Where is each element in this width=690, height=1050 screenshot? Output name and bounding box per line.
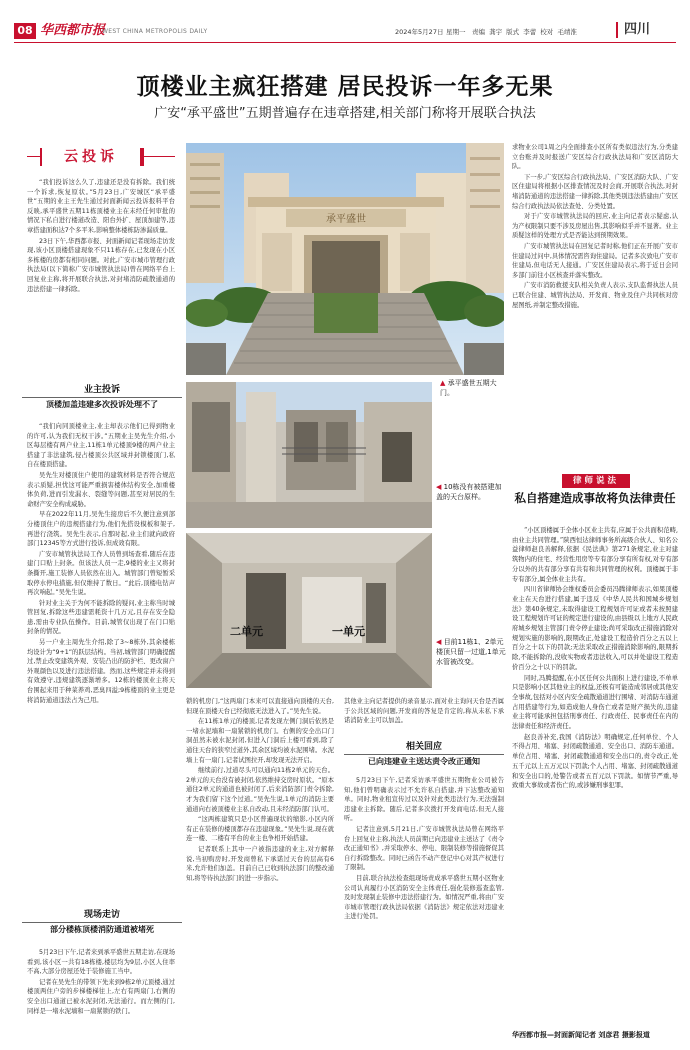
- section2-text: [27, 948, 175, 1048]
- lawyer-text: [512, 526, 678, 1026]
- section3-header: [344, 742, 504, 767]
- rooftop-caption: [436, 482, 508, 502]
- subheadline: 广安“承平盛世”五期普遍存在违章搭建,相关部门称将开展联合执法: [154, 106, 536, 121]
- middle-text: [186, 697, 334, 1047]
- section1-paragraph: 广安市城管执法局工作人员曾到场查看,随后在违建门口贴上封条。但该法人员一走,9楼的业主又将封条撕开,施工装修人员依然在出入。城管部门曾短暂采取停水停电措施,但仅维持了数日。“此后,顶楼电钻声再次响起。”吴先生说。: [27, 550, 175, 597]
- section3-kicker: 相关回应: [405, 742, 442, 752]
- unit2-label: 二单元: [230, 625, 263, 638]
- issue-weekday: 星期一: [446, 28, 466, 36]
- intro-text: [27, 178, 175, 295]
- section1-paragraph: 吴先生对楼顶住户使用的建筑材料是否符合规范表示质疑,担忧这可能严重损害楼体结构安全,加重楼体负荷,进而引发漏水、裂缝等问题,甚至对居民的生命财产安全构成威胁。: [27, 471, 175, 508]
- section2-header: [22, 910, 182, 935]
- unit1-label: 一单元: [332, 625, 365, 638]
- issue-date: 2024年5月27日: [395, 28, 444, 36]
- right-paragraph: 广安市城管执法局在回复记者时称,他们正在开展广安市住建局过问中,具体情况需咨询住建局。记者多次致电广安市住建局,但电话无人接通。广安区住建局表示,将于近日会同多部门前往小区核查并落实整改。: [512, 242, 678, 279]
- middle-paragraph: 继续前行,过道尽头可以通向11栋2单元的天台。2单元的天台没有被封闭,依然维持交房时原状。“原本通往2单元的通道也被封闭了,后来消防部门责令拆除,才为我们留下这个过道。”吴先生说,1单元的消防主要通道向右被顶楼业主私自改动,且未经消防部门认可。: [186, 767, 334, 813]
- section3-paragraph: 5月23日下午,记者采访承平盛世五期物业公司被告知,他们曾明确表示过不允许私自搭建,并下达整改通知单。同时,物业租宣传过以及针对此类违法行为,无法强制违建业主拆除。随后,记者多次拨打开发商电话,但无人接听。: [344, 777, 504, 823]
- section2-kicker: 现场走访: [83, 910, 120, 920]
- corridor-caption-text: 目前11栋1、2单元楼顶只留一过道,1单元水管被改变。: [436, 638, 506, 666]
- badge-bar-right: [140, 148, 144, 166]
- caption-triangle-icon: ◀: [436, 483, 442, 491]
- section1-paragraph: 另一户业主周先生介绍,除了3~8栋外,其余楼栋均设计为“9+1”的跃层结构。当初,城管部门明确提醒过,禁止改变建筑外观、安装凸出的防护栏、更改窗户外观颜色以及进行违法搭建。然而,这些规定并未得到有效遵守,违规建筑逐渐增多。12栋的楼顶业主将天台围起来用于种菜养鸡,恶臭四溢;9栋楼顶的业主更是将消防通道违法占为己用。: [27, 639, 175, 704]
- middle-text-2: [344, 697, 504, 737]
- gate-caption: [440, 378, 506, 398]
- section1-paragraph: “我们向同顶楼业主,业主却表示他们已得到物业的许可,认为我们无权干涉。”五期业主吴先生介绍,小区每层楼有两户业主,11栋1单元楼顶9楼的两户业主搭建了非法建筑,侵占楼顶公共区域并封锁楼顶门,私自在楼顶搭建。: [27, 423, 175, 469]
- right-paragraph: 求物业公司1周之内全面排查小区所有类似违法行为,分类建立台账并及时报送广安区综合行政执法局和广安区消防大队。: [512, 144, 678, 171]
- caption-triangle-icon: ▲: [440, 379, 446, 387]
- corridor-photo-drawing: [186, 533, 432, 688]
- right-paragraph: 对于广安市城管执法局的回应,业主向记者表示疑虑,认为产权限制只要不涉及房屋出售,其影响似乎并不显著。业主质疑这样的处理方式是否能达到预期效果。: [512, 213, 678, 240]
- middle-paragraph: 在11栋1单元的楼顶,记者发现左侧门洞后依然是一堵水泥墙和一扇紧锁的机房门。右侧的安全出口门洞虽然未被水泥封闭,但进入门洞后上楼可看到,除了通往天台的狭窄过道外,其余区域均被水泥围堵。水泥墙上有一扇门,记者试图拉开,却发现无法开启。: [186, 718, 334, 764]
- right-text: [512, 143, 678, 468]
- middle-paragraph: 其他业主向记者提供的录音显示,面对业主询问天台是否属于公共区域的问题,开发商的答复是肯定的,称从未私下承诺消防业主可以加盖。: [344, 698, 504, 725]
- gate-caption-text: 承平盛世五期大门。: [440, 379, 497, 397]
- section3-text: [344, 776, 504, 1048]
- corridor-caption: [436, 637, 508, 667]
- section2-paragraph: 5月23日下午,记者来到承平盛世五期走访,在现场看到,该小区一共有18栋楼,楼层均为9层,小区人住率不高,大部分房屋还处于装修施工当中。: [27, 949, 175, 976]
- section3-title: 已向违建业主送达责令改正通知: [344, 754, 504, 767]
- section1-title: 顶楼加盖违建多次投诉处理不了: [22, 397, 182, 410]
- lawyer-paragraph: 四川省律师协会维权委员会委员冯腾律师表示,如果顶楼业主在天台进行搭建,属于违反《中华人民共和国城乡规划法》第40条规定,未取得建设工程规划许可证或者未按照建设工程规划许可证的规定进行建设的,由县级以上地方人民政府城乡规划主管部门责令停止建设;尚可采取改正措施消除对规划实施的影响的,限期改正,处建设工程造价百分之五以上百分之十以下的罚款;无法采取改正措施消除影响的,限期拆除,不能拆除的,没收实物或者违法收入,可以并处建设工程造价百分之十以下的罚款。: [512, 586, 678, 671]
- section2-paragraph: 记者在吴先生的带领下先来到9栋2单元顶楼,通过楼顶两住户旁的步梯楼梯往上,左右有两扇门,右侧的安全出口通道已被水泥封闭,无法通行。而左侧的门,同样是一堵水泥墙和一扇紧锁的铁门。: [27, 978, 175, 1015]
- lawyer-paragraph: 赵良善补充,我国《消防法》明确规定,任何单位、个人不得占用、堵塞、封闭疏散通道、安全出口、消防车通道。单位占用、堵塞、封闭疏散通道和安全出口的,责令改正,处五千元以上五万元以下罚款;个人占用、堵塞、封闭疏散通道和安全出口的,处警告或者五百元以下罚款。如情节严重,导致重大事故或者伤亡的,或涉嫌刑事犯罪。: [512, 733, 678, 790]
- headline: 顶楼业主疯狂搭建 居民投诉一年多无果: [136, 73, 554, 100]
- gate-photo-drawing: [186, 143, 504, 375]
- section1-paragraph: 早在2022年11月,吴先生接房后不久便注意到部分楼顶住户的违规搭建行为,他们先搭设模板和架子,再进行浇筑。吴先生表示,自那时起,业主们就向政府部门12345等方式进行投诉,但成效有限。: [27, 511, 175, 548]
- editor-credits: 责编 龚宇 版式 李蕾 校对 毛靖淮: [472, 28, 577, 36]
- section3-paragraph: 记者注意到,5月21日,广安市城管执法局曾在网络平台上回复业主称,执法人员前期已向违建业主送达了《责令改正通知书》,并采取停水、停电、限制装修等措施督促其自行拆除整改。同时已函告不动产登记中心对其产权进行了限制。: [344, 825, 504, 872]
- gate-photo: [186, 143, 504, 375]
- lawyer-paragraph: “小区顶楼属于全体小区业主共有,应属于公共面积范畴,由业主共同管理。”陕西恒达律师事务所高级合伙人、知名公益律师赵良善解释,依据《民法典》第271条规定,业主对建筑物内的住宅、经营性用房等专有部分享有所有权,对专有部分以外的共有部分享有共有和共同管理的权利。顶楼属于非专有部分,属全体业主共有。: [512, 527, 678, 583]
- section1-kicker: 业主投诉: [83, 385, 120, 395]
- lawyer-tag: 律师说法: [562, 474, 630, 488]
- byline: 华西都市报—封面新闻记者 刘彦君 摄影报道: [512, 1031, 650, 1039]
- paper-name-en: WEST CHINA METROPOLIS DAILY: [102, 28, 208, 35]
- right-paragraph: 广安市消防救援支队相关负责人表示,支队监督执法人员已联合住建、城管执法局、开发商、物业及住户共同核对房屋图纸,并制定整改措施。: [512, 282, 678, 309]
- section1-paragraph: 针对业主关于为何不能拆除的疑问,业主称当时城管回复,拆除这些违建需耗资十几万元,且存在安全隐患,需由专业队伍操作。目前,城管仅出现了在门口贴封条的情况。: [27, 599, 175, 636]
- lawyer-title: 私自搭建造成事故将负法律责任: [514, 491, 676, 505]
- complaint-badge: 云投诉: [42, 147, 140, 167]
- corridor-photo: [186, 533, 432, 688]
- section3-paragraph: 目前,联合执法检查组现场责成承平盛世五期小区物业公司认真履行小区消防安全主体责任,强化装修巡查监管,及时发现制止装修中违法搭建行为。如情况严重,将由广安市城市管理行政执法局依据《消防法》规定依法对违建业主进行处罚。: [344, 874, 504, 921]
- rooftop-photo: [186, 382, 432, 528]
- section2-title: 部分楼栋顶楼消防通道被堵死: [22, 922, 182, 935]
- page-number: 08: [14, 23, 36, 39]
- intro-paragraph: “我们投诉这么久了,违建还是没有拆除。我们统一个诉求,恢复原状。”5月23日,广安城区“承平盛世”五期的业主王先生通过封面新闻云投诉报料平台反映,承平盛世五期11栋顶楼业主在未经任何审批的情况下私自进行楼道改造、阳台外扩、屋顶加建等,违章搭建面积达7个多平米,影响整体楼栋防渗漏质量。: [27, 179, 175, 234]
- section1-text: [27, 422, 175, 706]
- middle-paragraph: 锁的机房门,“这两扇门本来可以直接通向顶楼的天台,但现在顶楼天台已经彻底无法进入了。”吴先生说。: [186, 698, 334, 715]
- right-paragraph: 下一步,广安区综合行政执法局、广安区消防大队、广安区住建局将根据小区排查情况及时会商,开展联合执法,对封堵消防通道的违法搭建一律拆除,其他类别违法搭建由广安区综合行政执法局依法查处、分类处置。: [512, 173, 678, 210]
- section1-header: [22, 385, 182, 410]
- middle-paragraph: “这两栋建筑只是小区普遍现状的缩影,小区内所有正在装修的楼顶都存在违建现象。”吴先生说,现在就连一楼、二楼有平台的业主也争相开始搭建。: [186, 816, 334, 843]
- middle-paragraph: 记者联系上其中一户被指违建的业主,对方解释说,当初购房时,开发商曾私下承诺过天台的层高有6米,允许他们加盖。目前自己已收到执法部门的整改通知,将等待执法部门的进一步指示。: [186, 845, 334, 882]
- gate-sign-text: 承平盛世: [326, 214, 366, 225]
- paper-logo: 华西都市报: [40, 23, 106, 38]
- section-label: 四川: [616, 22, 650, 38]
- rooftop-photo-drawing: [186, 382, 432, 528]
- caption-triangle-icon: ◀: [436, 638, 442, 646]
- intro-paragraph: 23日下午,华西都市报、封面新闻记者现场走访发现,该小区顶楼搭建现象不只11栋存在,已发现在小区多栋楼的房都有相同问题。对此,广安市城市管理行政执法局(以下简称广安市城管执法局)曾在网络平台上回复业主称,将开展联合执法,对封堵消防疏散通道的违法搭建一律拆除。: [27, 237, 175, 293]
- header-divider: [14, 42, 676, 43]
- lawyer-paragraph: 同时,冯腾提醒,在小区任何公共面积上进行建设,不单单只是影响小区其他业主的权益,还极有可能造成邻居或其他安全事故,包括对小区内安全疏散通道进行围堵、对消防车通道占用搭建等行为,如造成他人身伤亡或者是财产损失的,违建业主将可能承担包括刑事责任、行政责任、民事责任在内的法律责任和经济责任。: [512, 674, 678, 731]
- rooftop-caption-text: 10栋没有被搭建加盖的天台原样。: [436, 483, 502, 501]
